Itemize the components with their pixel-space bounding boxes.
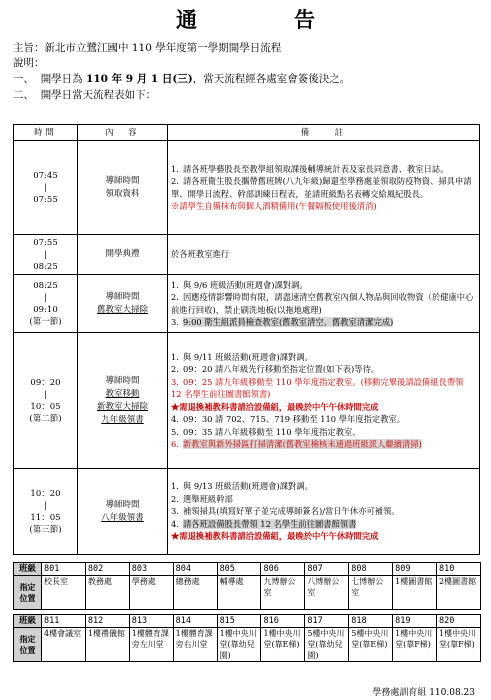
header-notes: 備 註 xyxy=(168,125,480,141)
class-number: 809 xyxy=(393,563,437,576)
item-two-number: 二、 xyxy=(13,89,34,101)
content-line: 舊教室大掃除 xyxy=(96,304,148,315)
item-one-line xyxy=(13,73,350,86)
location-cell: 1樓中央川堂(靠E梯) xyxy=(261,628,305,662)
schedule-row xyxy=(14,141,480,235)
content-line: 領取資料 xyxy=(105,188,140,199)
note-warning: ★需退換補教科書請洽設備組，最晚於中午午休時間完成 xyxy=(171,401,379,412)
item-one-date: 110 年 9 月 1 日(三) xyxy=(86,73,193,85)
note-text: 新教室與新外掃區打掃清潔(舊教室檢核未通過班級派人繼續清掃) xyxy=(183,439,422,449)
note-item: 1. 請各班學藝股長至教學組領取課後輔導統計表及家長同意書、教室日誌。 xyxy=(171,163,449,174)
note-item: 1. 與 9/11 班級活動(班週會)課對調。 xyxy=(171,351,313,362)
note-text: 請各班設備股長帶領 12 名學生前往圖書館領書 xyxy=(183,518,357,529)
location-cell: 1樓圖書館 xyxy=(393,576,437,610)
time-sep: | xyxy=(44,500,47,511)
schedule-row xyxy=(14,469,480,555)
note-text: 與 9/6 班級活動(班週會)課對調。 xyxy=(183,279,308,290)
location-cell: 輔導處 xyxy=(217,576,261,610)
class-number: 813 xyxy=(129,615,173,628)
item-two-line xyxy=(13,89,156,102)
class-label: 班級 xyxy=(14,563,42,576)
content-line: 導師時間 xyxy=(105,375,140,386)
time-end: 11：05 xyxy=(30,512,61,523)
content-line: 導師時間 xyxy=(105,499,140,510)
subject-text: 新北市立鷺江國中 110 學年度第一學期開學日流程 xyxy=(44,42,282,54)
footer-signature: 學務處訓育組 110.08.23 xyxy=(372,688,475,698)
content-line: 八年級領書 xyxy=(101,512,144,523)
note-item: 4. 09：30 請 702、715、719 移動至 110 學年度指定教室。 xyxy=(171,414,406,424)
class-number: 812 xyxy=(85,615,129,628)
time-cell xyxy=(14,275,78,333)
class-number: 802 xyxy=(85,563,129,576)
note-text: 09：20 請八年級先行移動至指定位置(如下表)等待。 xyxy=(183,364,380,374)
class-row-2 xyxy=(14,615,481,628)
time-start: 07:45 xyxy=(33,170,58,181)
note-text: 因應疫情影響時間有限，請盡速清空舊教室內個人物品與回收物資（於健康中心前進行回收)，禁止刷洗地板(以拖地處理) xyxy=(171,292,474,315)
location-cell: 八博辦公室 xyxy=(305,576,349,610)
location-cell: 4樓會議室 xyxy=(42,628,86,662)
time-start: 08:25 xyxy=(33,280,58,291)
subject-label: 主旨： xyxy=(13,42,45,54)
time-start: 09：20 xyxy=(30,377,61,388)
content-line: 教室移動 xyxy=(105,388,140,399)
time-start: 10：20 xyxy=(30,488,61,499)
note-item: 1. 與 9/6 班級活動(班週會)課對調。 xyxy=(171,279,308,290)
class-label: 班級 xyxy=(14,615,42,628)
location-cell: 七博辦公室 xyxy=(349,576,393,610)
note-item: 3. 09：25 請九年級移動至 110 學年度指定教室。(移動完畢後請設備組長帶領 12 名學生前往圖書館領書) xyxy=(171,376,464,399)
note-item: 3. 9:00 衛生組派員檢查教室(舊教室清空、舊教室清潔完成) xyxy=(171,317,394,327)
location-cell: 校長室 xyxy=(42,576,86,610)
class-number: 804 xyxy=(173,563,217,576)
note-text: 選舉班級幹部 xyxy=(183,493,233,504)
location-cell: 1樓體育課旁左川堂 xyxy=(129,628,173,662)
time-sep: | xyxy=(44,249,47,260)
class-number: 806 xyxy=(261,563,305,576)
notes-cell xyxy=(168,469,480,555)
content-line: 九年級領書 xyxy=(101,414,144,425)
class-number: 820 xyxy=(437,615,481,628)
class-number: 805 xyxy=(217,563,261,576)
location-label: 指定位置 xyxy=(14,576,42,610)
class-number: 814 xyxy=(173,615,217,628)
note-warning: ★需退換補教科書請洽設備組，最晚於中午午休時間完成 xyxy=(171,531,379,542)
schedule-table xyxy=(13,124,480,555)
time-start: 07:55 xyxy=(33,237,58,248)
time-cell xyxy=(14,469,78,555)
content-cell xyxy=(78,469,168,555)
content-cell xyxy=(78,141,168,235)
note-text: 與 9/11 班級活動(班週會)課對調。 xyxy=(183,351,313,362)
time-sep: | xyxy=(44,292,47,303)
class-number: 807 xyxy=(305,563,349,576)
class-number: 811 xyxy=(42,615,86,628)
note-item: 6. 新教室與新外掃區打掃清潔(舊教室檢核未通過班級派人繼續清掃) xyxy=(171,439,422,449)
location-cell: 1樓中央川堂(靠幼兒園) xyxy=(217,628,261,662)
content-line: 導師時間 xyxy=(105,291,140,302)
note-item: 5. 09：35 請八年級移動至 110 學年度指定教室。 xyxy=(171,426,361,437)
explain-label: 說明： xyxy=(13,57,45,69)
class-number: 819 xyxy=(393,615,437,628)
note-item: 1. 與 9/13 班級活動(班週會)課對調。 xyxy=(171,481,313,492)
class-number: 803 xyxy=(129,563,173,576)
class-number: 816 xyxy=(261,615,305,628)
header-content: 內 容 xyxy=(78,125,168,141)
location-label: 指定位置 xyxy=(14,628,42,662)
time-cell xyxy=(14,333,78,469)
note-text: 09：35 請八年級移動至 110 學年度指定教室。 xyxy=(183,426,361,437)
schedule-header-row xyxy=(14,125,480,141)
item-one-pre: 開學日為 xyxy=(40,73,87,85)
schedule-row xyxy=(14,275,480,333)
room-assignment-table xyxy=(13,562,481,662)
notes-cell xyxy=(168,141,480,235)
location-cell: 九博辦公室 xyxy=(261,576,305,610)
notes-cell xyxy=(168,275,480,333)
location-cell: 1樓中央川堂(靠F梯) xyxy=(393,628,437,662)
location-cell: 總務處 xyxy=(173,576,217,610)
class-row-1 xyxy=(14,563,481,576)
time-cell xyxy=(14,141,78,235)
schedule-row xyxy=(14,333,480,469)
note-text: 09：25 請九年級移動至 110 學年度指定教室。(移動完畢後請設備組長帶領 12 名學生前往圖書館領書) xyxy=(171,376,464,399)
location-cell: 5樓中央川堂(靠E梯) xyxy=(349,628,393,662)
item-one-number: 一、 xyxy=(13,73,34,85)
note-item: 2. 請各班衛生股長攜帶舊班牌(八九年級)歸還至學務處並領取防疫物資、掃具申請單、開學日流程、幹部訓練日程表，並請班級點名表轉交給風紀股長。 xyxy=(171,176,472,199)
period-label: (第一節) xyxy=(29,316,62,327)
note-text: 與 9/13 班級活動(班週會)課對調。 xyxy=(183,481,313,492)
explain-line xyxy=(13,57,45,70)
note-item: 2. 09：20 請八年級先行移動至指定位置(如下表)等待。 xyxy=(171,364,380,374)
location-cell: 學務處 xyxy=(129,576,173,610)
class-number: 808 xyxy=(349,563,393,576)
content-line: 開學典禮 xyxy=(105,249,140,259)
time-end: 08:25 xyxy=(33,261,58,272)
location-cell: 1樓禮儀館 xyxy=(85,628,129,662)
note-text: 請各班衛生股長攜帶舊班牌(八九年級)歸還至學務處並領取防疫物資、掃具申請單、開學日流程、幹部訓練日程表，並請班級點名表轉交給風紀股長。 xyxy=(171,176,472,199)
time-sep: | xyxy=(44,182,47,193)
content-cell xyxy=(78,235,168,275)
content-cell xyxy=(78,275,168,333)
class-number: 810 xyxy=(437,563,481,576)
location-cell: 1樓體育課旁右川堂 xyxy=(173,628,217,662)
note-text: 請各班學藝股長至教學組領取課後輔導統計表及家長同意書、教室日誌。 xyxy=(183,163,449,174)
location-cell: 教務處 xyxy=(85,576,129,610)
note-item: 4. 請各班設備股長帶領 12 名學生前往圖書館領書 xyxy=(171,518,357,529)
class-number: 815 xyxy=(217,615,261,628)
note-item: 2. 因應疫情影響時間有限，請盡速清空舊教室內個人物品與回收物資（於健康中心前進行回收)，禁止刷洗地板(以拖地處理) xyxy=(171,292,474,315)
content-cell xyxy=(78,333,168,469)
period-label: (第二節) xyxy=(29,413,62,424)
header-time: 時間 xyxy=(14,125,78,141)
time-end: 07:55 xyxy=(33,194,58,205)
notice-title: 通 告 xyxy=(176,7,353,32)
note-item: 3. 補領掃具(填寫好單子並完成導師簽名)/當日午休亦可補領。 xyxy=(171,506,400,517)
note-text: 9:00 衛生組派員檢查教室(舊教室清空、舊教室清潔完成) xyxy=(183,317,394,327)
location-row-1 xyxy=(14,576,481,610)
class-number: 818 xyxy=(349,615,393,628)
item-one-post: ，當天流程經各處室會簽後決之。 xyxy=(192,73,351,85)
schedule-row xyxy=(14,235,480,275)
time-end: 09:10 xyxy=(33,304,58,315)
note-item: 2. 選舉班級幹部 xyxy=(171,493,233,504)
time-cell xyxy=(14,235,78,275)
content-line: 新教室大掃除 xyxy=(96,401,148,412)
notes-cell xyxy=(168,333,480,469)
note-text: 於各班教室進行 xyxy=(171,249,230,260)
note-warning: ※請學生自備抹布與個人酒精備用(午餐隔板使用後清消) xyxy=(171,201,377,211)
subject-line xyxy=(13,42,281,55)
location-cell: 2樓圖書館 xyxy=(437,576,481,610)
item-two-text: 開學日當天流程表如下： xyxy=(40,89,157,101)
location-cell: 5樓中央川堂(靠幼兒園) xyxy=(305,628,349,662)
location-row-2 xyxy=(14,628,481,662)
time-end: 10：05 xyxy=(30,401,61,412)
time-sep: | xyxy=(44,389,47,400)
content-line: 導師時間 xyxy=(105,175,140,186)
note-text: 補領掃具(填寫好單子並完成導師簽名)/當日午休亦可補領。 xyxy=(183,506,400,517)
period-label: (第三節) xyxy=(29,524,62,535)
class-number: 801 xyxy=(42,563,86,576)
notes-cell xyxy=(168,235,480,275)
location-cell: 1樓中央川堂(靠F梯) xyxy=(437,628,481,662)
class-number: 817 xyxy=(305,615,349,628)
note-text: 09：30 請 702、715、719 移動至 110 學年度指定教室。 xyxy=(183,414,406,424)
